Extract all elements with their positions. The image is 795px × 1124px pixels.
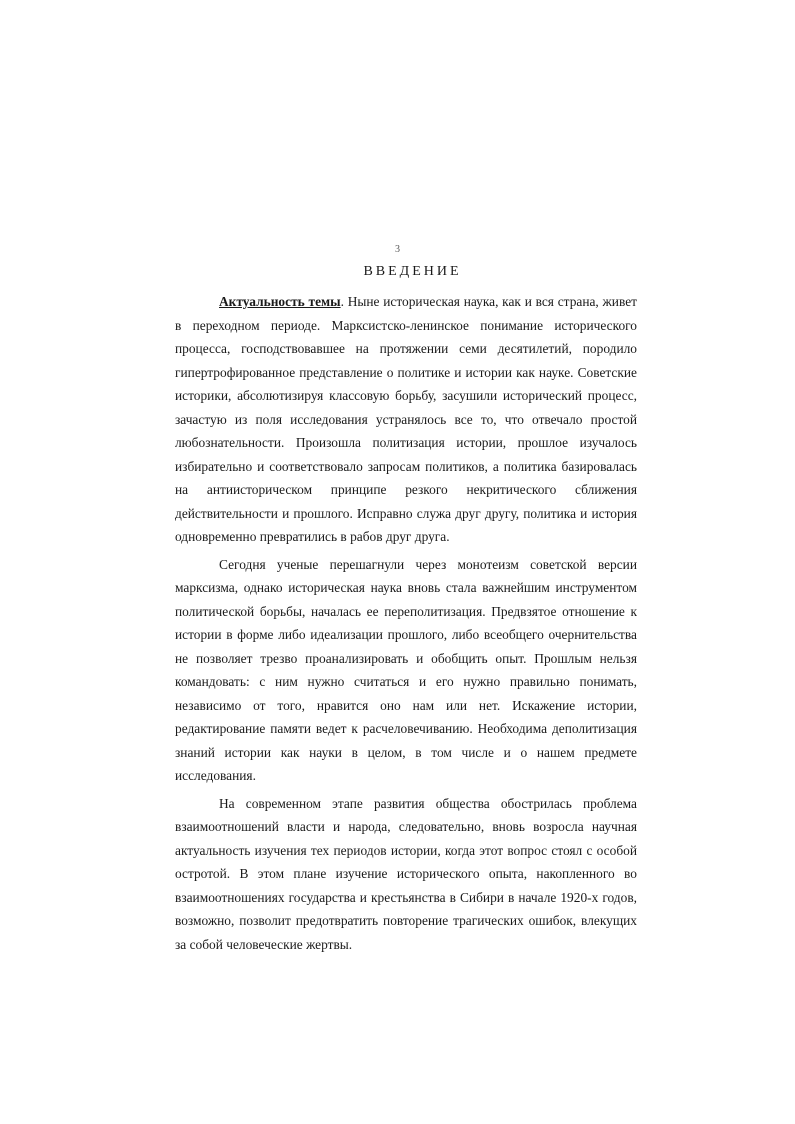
- section-title: ВВЕДЕНИЕ: [363, 264, 462, 279]
- body-text: [175, 290, 637, 956]
- page-number: 3: [395, 244, 400, 255]
- lead-term: Актуальность темы: [219, 294, 341, 309]
- paragraph-politicization: Сегодня ученые перешагнули через монотеизм советской версии марксизма, однако историческая наука вновь стала важнейшим инструментом политической борьбы, началась ее переполитизация. Предвзятое отношение к истории в форме либо идеализации прошлого, либо всеобщего очернительства не позволяет трезво проанализировать и обобщить опыт. Прошлым нельзя командовать: с ним нужно считаться и его нужно правильно понимать, независимо от того, нравится оно нам или нет. Искажение истории, редактирование памяти ведет к расчеловечиванию. Необходима деполитизация знаний истории как науки в целом, в том числе и о нашем предмете исследования.: [175, 556, 637, 783]
- paragraph-text: . Ныне историческая наука, как и вся страна, живет в переходном периоде. Марксистско-ленинское понимание исторического процесса, господствовавшее на протяжении семи десятилетий, породило гипертрофированное представление о политике и истории как науке. Советские историки, абсолютизируя классовую борьбу, засушили исторический процесс, зачастую из поля исследования устранялось все то, что отвечало простой любознательности. Произошла политизация истории, прошлое изучалось избирательно и соответствовало запросам политиков, а политика базировалась на антиисторическом принципе резкого некритического сближения действительности и прошлого. Исправно служа друг другу, политика и история одновременно превратились в рабов друг друга.: [175, 294, 638, 544]
- paragraph-current-stage: На современном этапе развития общества обострилась проблема взаимоотношений власти и народа, следовательно, вновь возросла научная актуальность изучения тех периодов истории, когда этот вопрос стоял с особой остротой. В этом плане изучение исторического опыта, накопленного во взаимоотношениях государства и крестьянства в Сибири в начале 1920-х годов, возможно, позволит предотвратить повторение трагических ошибок, влекущих за собой человеческие жертвы.: [175, 795, 637, 952]
- paragraph-relevance: [175, 290, 637, 549]
